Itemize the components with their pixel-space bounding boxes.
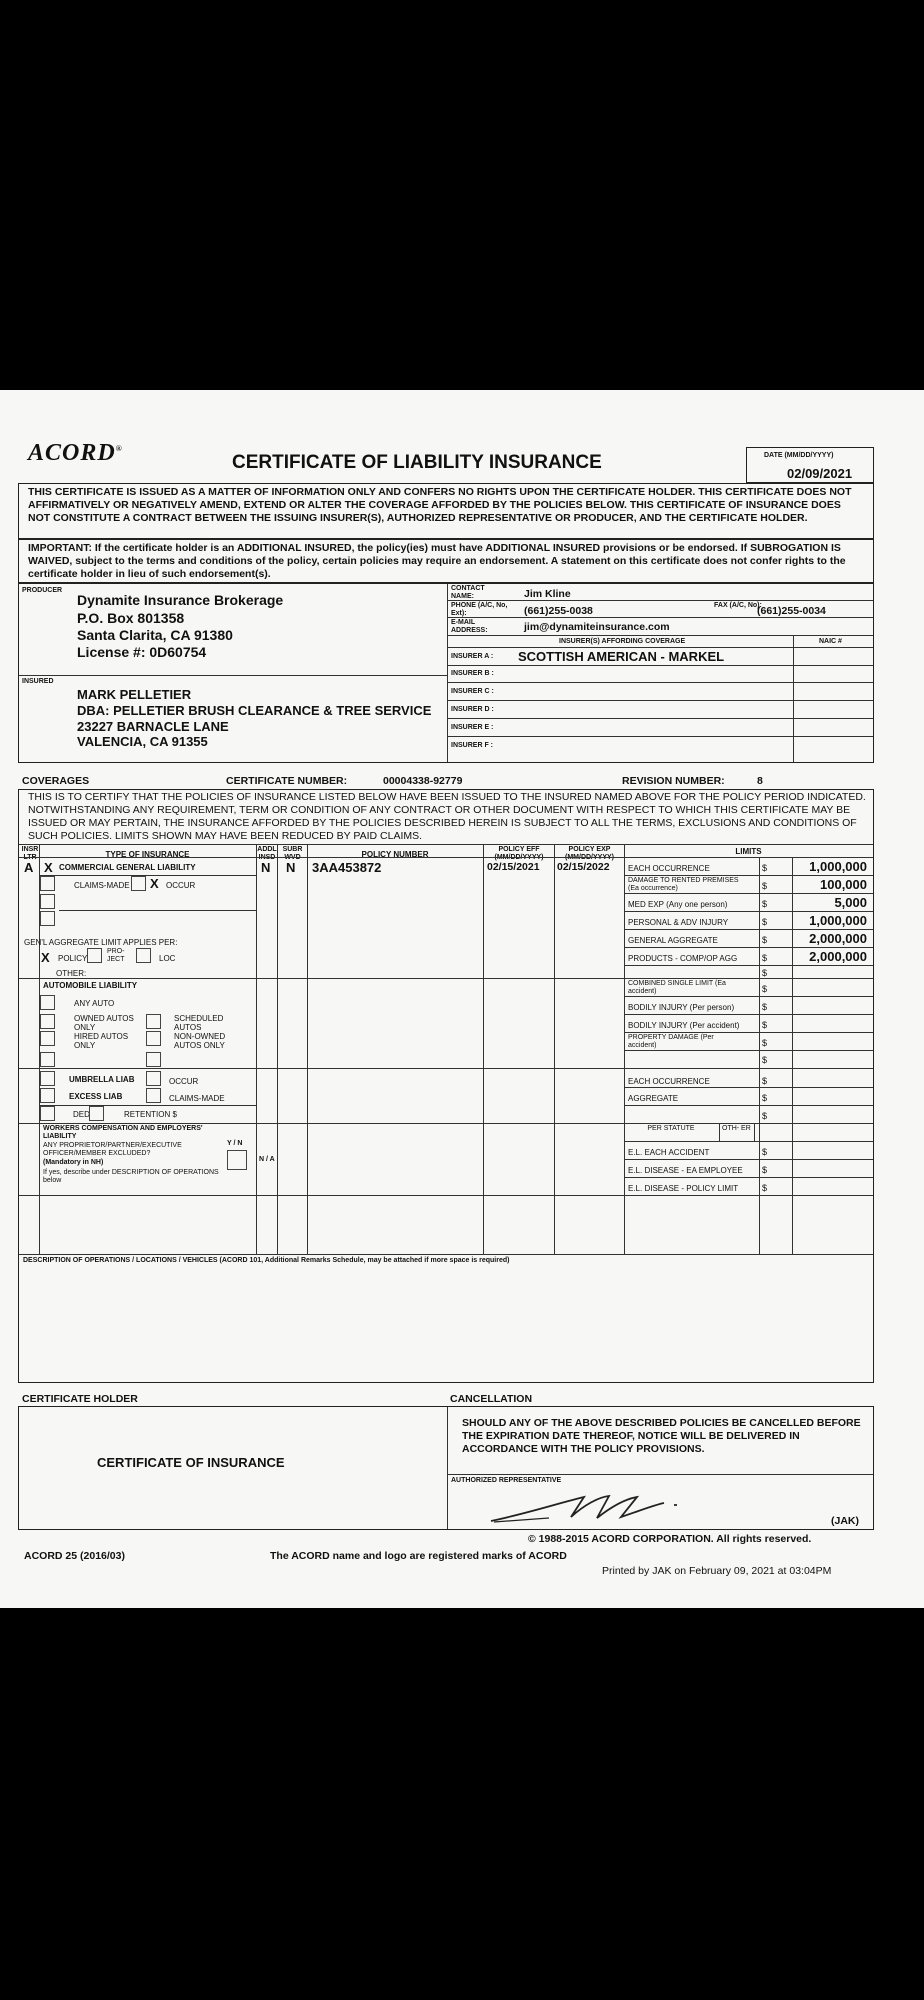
any-auto-checkbox[interactable]	[40, 995, 55, 1010]
contact-name-label: CONTACT NAME:	[451, 585, 485, 600]
insurer-c-label: INSURER C :	[451, 688, 494, 695]
umbrella-checkbox[interactable]	[40, 1071, 55, 1086]
dollar-sign: $	[762, 1038, 768, 1048]
gl-policy-number: 3AA453872	[312, 860, 382, 875]
limit-label: MED EXP (Any one person)	[628, 900, 728, 909]
owned-autos-label: OWNED AUTOS ONLY	[74, 1014, 134, 1032]
gl-policy-exp: 02/15/2022	[557, 861, 610, 873]
header-policy-exp: POLICY EXP (MM/DD/YYYY)	[565, 846, 614, 861]
dollar-sign: $	[762, 1020, 768, 1030]
cancellation-text: SHOULD ANY OF THE ABOVE DESCRIBED POLICIES BE CANCELLED BEFORE THE EXPIRATION DATE THEREOF, NOTICE WILL BE DELIVERED IN ACCORDANCE WITH THE POLICY PROVISIONS.	[462, 1417, 861, 1455]
important-text: IMPORTANT: If the certificate holder is an ADDITIONAL INSURED, the policy(ies) must have ADDITIONAL INSURED provisions or be endorsed. If SUBROGATION IS WAIVED, subject to the terms and conditions of the policy, certain policies may require an endorsement. A statement on this certificate does not confer rights to the certificate holder in lieu of such endorsement(s).	[28, 542, 846, 580]
description-label: DESCRIPTION OF OPERATIONS / LOCATIONS / VEHICLES (ACORD 101, Additional Remarks Schedule, may be attached if more space is required)	[23, 1257, 510, 1264]
gl-policy-eff: 02/15/2021	[487, 861, 540, 873]
limit-label: PRODUCTS - COMP/OP AGG	[628, 954, 738, 963]
dollar-sign: $	[762, 1111, 768, 1121]
copyright: © 1988-2015 ACORD CORPORATION. All rights reserved.	[528, 1533, 812, 1545]
limit-label: E.L. DISEASE - POLICY LIMIT	[628, 1184, 739, 1193]
workers-yn-label: Y / N	[227, 1140, 243, 1147]
limit-label: BODILY INJURY (Per accident)	[628, 1021, 740, 1030]
header-policy-eff: POLICY EFF (MM/DD/YYYY)	[494, 846, 544, 861]
notice-box	[18, 483, 874, 539]
phone-label: PHONE (A/C, No, Ext):	[451, 602, 508, 617]
dollar-sign: $	[762, 899, 768, 909]
email-value: jim@dynamiteinsurance.com	[524, 621, 670, 633]
important-box	[18, 539, 874, 583]
limit-label: PROPERTY DAMAGE (Per accident)	[628, 1034, 714, 1049]
insured-address2: VALENCIA, CA 91355	[77, 734, 208, 749]
rep-initials: (JAK)	[831, 1515, 859, 1527]
limit-label: BODILY INJURY (Per person)	[628, 1003, 735, 1012]
excess-label: EXCESS LIAB	[69, 1092, 123, 1101]
certificate-number: 00004338-92779	[383, 775, 463, 787]
dollar-sign: $	[762, 968, 768, 978]
insurer-e-label: INSURER E :	[451, 724, 494, 731]
coverages-label: COVERAGES	[22, 775, 90, 787]
limit-value: 2,000,000	[809, 931, 867, 946]
dollar-sign: $	[762, 1183, 768, 1193]
umbrella-label: UMBRELLA LIAB	[69, 1075, 135, 1084]
cancellation-label: CANCELLATION	[450, 1393, 533, 1405]
holder-name: CERTIFICATE OF INSURANCE	[97, 1455, 285, 1470]
limit-label: PERSONAL & ADV INJURY	[628, 918, 729, 927]
auto-label: AUTOMOBILE LIABILITY	[43, 981, 138, 990]
header-policy-number: POLICY NUMBER	[361, 850, 429, 859]
dollar-sign: $	[762, 917, 768, 927]
gl-loc-option: LOC	[159, 954, 176, 963]
limit-value: 1,000,000	[809, 859, 867, 874]
insurer-b-label: INSURER B :	[451, 670, 494, 677]
header-addl: ADDL INSD	[257, 846, 277, 861]
header-insr-ltr: INSR LTR	[21, 846, 39, 861]
gl-insurer-letter: A	[24, 860, 34, 875]
umbrella-occur-checkbox[interactable]	[146, 1071, 161, 1086]
revision-number: 8	[757, 775, 763, 787]
gl-project-option: PRO- JECT	[107, 948, 125, 963]
limit-value: 2,000,000	[809, 949, 867, 964]
insured-label: INSURED	[22, 678, 54, 685]
dollar-sign: $	[762, 1002, 768, 1012]
workers-na: N / A	[259, 1156, 275, 1163]
producer-name: Dynamite Insurance Brokerage	[77, 592, 284, 608]
per-statute-label: PER STATUTE	[647, 1125, 695, 1132]
dollar-sign: $	[762, 1165, 768, 1175]
dollar-sign: $	[762, 863, 768, 873]
insurer-f-label: INSURER F :	[451, 742, 493, 749]
gl-policy-option: POLICY	[58, 954, 88, 963]
hired-autos-checkbox[interactable]	[40, 1031, 55, 1046]
dollar-sign: $	[762, 1055, 768, 1065]
workers-excluded-checkbox[interactable]	[227, 1150, 247, 1170]
gl-aggregate-label: GEN'L AGGREGATE LIMIT APPLIES PER:	[24, 938, 178, 947]
naic-label: NAIC #	[819, 638, 842, 645]
ded-label: DED	[73, 1110, 90, 1119]
dollar-sign: $	[762, 953, 768, 963]
certificate-number-label: CERTIFICATE NUMBER:	[226, 775, 348, 787]
limit-label: EACH OCCURRENCE	[628, 1077, 710, 1086]
revision-number-label: REVISION NUMBER:	[622, 775, 725, 787]
gl-other-label: OTHER:	[56, 969, 87, 978]
acord-logo: ACORD ®	[28, 440, 123, 467]
gl-addl-insd: N	[261, 860, 271, 875]
producer-address2: Santa Clarita, CA 91380	[77, 627, 233, 643]
workers-label: WORKERS COMPENSATION AND EMPLOYERS' LIABILITY	[43, 1125, 203, 1140]
header-subr: SUBR WVD	[282, 846, 303, 861]
gl-policy-mark: X	[41, 950, 50, 965]
umbrella-occur-label: OCCUR	[169, 1077, 199, 1086]
header-type: TYPE OF INSURANCE	[105, 850, 190, 859]
printed-by: Printed by JAK on February 09, 2021 at 03:04PM	[602, 1565, 832, 1577]
auto-blank-checkbox[interactable]	[40, 1052, 55, 1067]
limit-label: DAMAGE TO RENTED PREMISES (Ea occurrence)	[628, 877, 739, 892]
date-label: DATE (MM/DD/YYYY)	[764, 452, 834, 459]
ded-checkbox[interactable]	[40, 1106, 55, 1121]
insured-name: MARK PELLETIER	[77, 687, 192, 702]
dollar-sign: $	[762, 984, 768, 994]
gl-project-checkbox[interactable]	[87, 948, 102, 963]
contact-name: Jim Kline	[524, 588, 571, 600]
insured-address1: 23227 BARNACLE LANE	[77, 719, 229, 734]
any-auto-label: ANY AUTO	[74, 999, 115, 1008]
retention-label: RETENTION $	[124, 1110, 177, 1119]
dollar-sign: $	[762, 1147, 768, 1157]
producer-label: PRODUCER	[22, 587, 63, 594]
insurers-heading: INSURER(S) AFFORDING COVERAGE	[559, 638, 686, 645]
date-value: 02/09/2021	[787, 466, 853, 481]
trademark-notice: The ACORD name and logo are registered marks of ACORD	[270, 1550, 567, 1562]
limit-value: 5,000	[834, 895, 867, 910]
holder-label: CERTIFICATE HOLDER	[22, 1393, 138, 1405]
owned-autos-checkbox[interactable]	[40, 1014, 55, 1029]
producer-address1: P.O. Box 801358	[77, 610, 185, 626]
umbrella-claims-made-checkbox[interactable]	[146, 1088, 161, 1103]
producer-license: License #: 0D60754	[77, 644, 207, 660]
authorized-rep-label: AUTHORIZED REPRESENTATIVE	[451, 1477, 562, 1484]
coverages-section	[18, 789, 874, 1383]
insurer-d-label: INSURER D :	[451, 706, 494, 713]
gl-label: COMMERCIAL GENERAL LIABILITY	[59, 863, 196, 872]
limit-label: COMBINED SINGLE LIMIT (Ea accident)	[628, 980, 726, 995]
dollar-sign: $	[762, 881, 768, 891]
header-limits: LIMITS	[735, 847, 762, 856]
page-title: CERTIFICATE OF LIABILITY INSURANCE	[232, 452, 602, 473]
auto-blank-checkbox-2[interactable]	[146, 1052, 161, 1067]
gl-claims-made-checkbox[interactable]	[131, 876, 146, 891]
holder-cancellation-section	[18, 1406, 874, 1530]
gl-loc-checkbox[interactable]	[136, 948, 151, 963]
oth-er-label: OTH- ER	[722, 1125, 751, 1132]
gl-occur-label: OCCUR	[166, 881, 196, 890]
gl-claims-made-label: CLAIMS-MADE	[74, 881, 130, 890]
notice-text: THIS CERTIFICATE IS ISSUED AS A MATTER OF INFORMATION ONLY AND CONFERS NO RIGHTS UPON THE CERTIFICATE HOLDER. THIS CERTIFICATE DOES NOT AFFIRMATIVELY OR NEGATIVELY AMEND, EXTEND OR ALTER THE COVERAGE AFFORDED BY THE POLICIES BELOW. THIS CERTIFICATE OF INSURANCE DOES NOT CONSTITUTE A CONTRACT BETWEEN THE ISSUING INSURER(S), AUTHORIZED REPRESENTATIVE OR PRODUCER, AND THE CERTIFICATE HOLDER.	[28, 486, 852, 524]
gl-subr-wvd: N	[286, 860, 296, 875]
fax-value: (661)255-0034	[757, 605, 826, 617]
dollar-sign: $	[762, 1076, 768, 1086]
certificate-page	[0, 390, 924, 1608]
insured-dba: DBA: PELLETIER BRUSH CLEARANCE & TREE SERVICE	[77, 703, 432, 718]
non-owned-autos-label: NON-OWNED AUTOS ONLY	[174, 1032, 226, 1050]
excess-checkbox[interactable]	[40, 1088, 55, 1103]
fax-label: FAX (A/C, No):	[714, 602, 762, 609]
limit-value: 100,000	[820, 877, 867, 892]
limit-label: E.L. EACH ACCIDENT	[628, 1148, 710, 1157]
gl-occur-mark: X	[150, 876, 159, 891]
workers-question: ANY PROPRIETOR/PARTNER/EXECUTIVE OFFICER/MEMBER EXCLUDED?	[43, 1142, 182, 1157]
limit-label: AGGREGATE	[628, 1094, 679, 1103]
limit-value: 1,000,000	[809, 913, 867, 928]
retention-checkbox[interactable]	[89, 1106, 104, 1121]
limit-label: EACH OCCURRENCE	[628, 864, 710, 873]
phone-value: (661)255-0038	[524, 605, 593, 617]
parties-section	[18, 583, 874, 763]
scheduled-autos-checkbox[interactable]	[146, 1014, 161, 1029]
limit-label: E.L. DISEASE - EA EMPLOYEE	[628, 1166, 743, 1175]
workers-describe: If yes, describe under DESCRIPTION OF OPERATIONS below	[43, 1169, 219, 1184]
gl-blank-checkbox-3[interactable]	[40, 911, 55, 926]
dollar-sign: $	[762, 935, 768, 945]
gl-blank-checkbox-2[interactable]	[40, 894, 55, 909]
hired-autos-label: HIRED AUTOS ONLY	[74, 1032, 129, 1050]
limit-label: GENERAL AGGREGATE	[628, 936, 718, 945]
coverages-text: THIS IS TO CERTIFY THAT THE POLICIES OF INSURANCE LISTED BELOW HAVE BEEN ISSUED TO THE INSURED NAMED ABOVE FOR THE POLICY PERIOD INDICATED. NOTWITHSTANDING ANY REQUIREMENT, TERM OR CONDITION OF ANY CONTRACT OR OTHER DOCUMENT WITH RESPECT TO WHICH THIS CERTIFICATE MAY BE ISSUED OR MAY PERTAIN, THE INSURANCE AFFORDED BY THE POLICIES DESCRIBED HEREIN IS SUBJECT TO ALL THE TERMS, EXCLUSIONS AND CONDITIONS OF SUCH POLICIES. LIMITS SHOWN MAY HAVE BEEN REDUCED BY PAID CLAIMS.	[28, 791, 866, 842]
date-box	[746, 447, 874, 483]
non-owned-autos-checkbox[interactable]	[146, 1031, 161, 1046]
insurer-a-label: INSURER A :	[451, 653, 494, 660]
gl-blank-checkbox[interactable]	[40, 876, 55, 891]
insurer-a-name: SCOTTISH AMERICAN - MARKEL	[518, 649, 725, 664]
email-label: E-MAIL ADDRESS:	[451, 619, 488, 634]
umbrella-claims-made-label: CLAIMS-MADE	[169, 1094, 225, 1103]
gl-check-mark: X	[44, 860, 53, 875]
scheduled-autos-label: SCHEDULED AUTOS	[174, 1014, 224, 1032]
dollar-sign: $	[762, 1093, 768, 1103]
workers-mandatory: (Mandatory in NH)	[43, 1159, 104, 1166]
form-number: ACORD 25 (2016/03)	[24, 1550, 125, 1562]
signature	[489, 1491, 709, 1527]
